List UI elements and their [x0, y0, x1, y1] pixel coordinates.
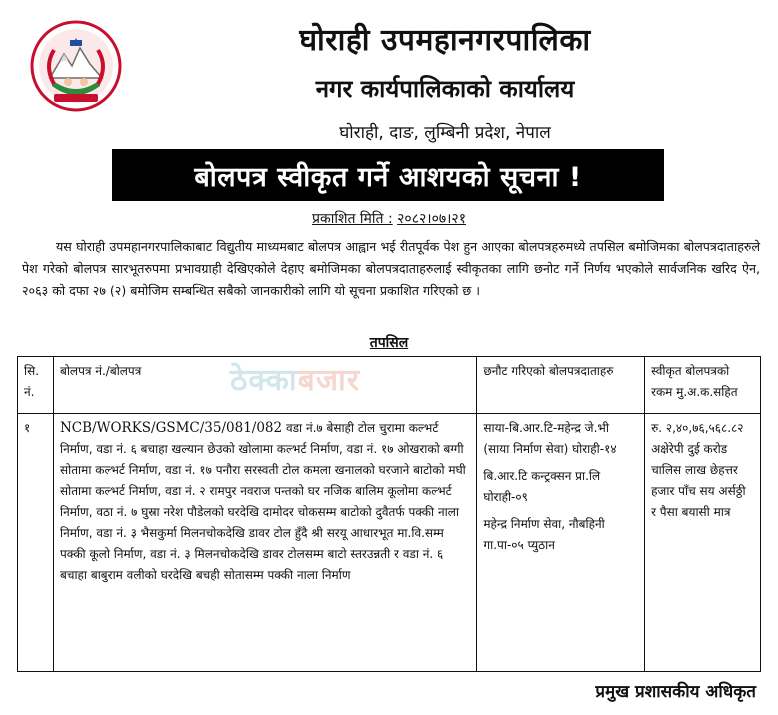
table-row [18, 414, 761, 672]
bid-details-table [17, 356, 761, 672]
table-header-row [18, 357, 761, 414]
header-approved-amount: स्वीकृत बोलपत्रको रकम मु.अ.क.सहित [645, 357, 761, 414]
details-heading: तपसिल [369, 335, 409, 351]
bid-number: NCB/WORKS/GSMC/35/081/082 [59, 420, 283, 436]
bidder-2: बि.आर.टि कन्ट्रक्सन प्रा.लि घोराही-०९ [483, 469, 601, 504]
bid-description: वडा नं.७ बेसाही टोल चुरामा कल्भर्ट निर्माण, वडा नं. ६ बचाहा खल्यान छेउको खोलामा कल्भर्ट निर्माण, वडा नं. १७ ओखराको बग्गी सोतामा कल्भर्ट निर्माण, वडा नं. १७ पनौरा सरस्वती टोल कमला खनालको घरजाने बाटोको मघी सोतामा कल्भर्ट निर्माण, वडा नं. २ रामपुर नवराज पन्तको घर नजिक बालिम कूलोमा कल्भर्ट निर्माण, वठा नं. ७ घुस्रा नरेश पौडेलको घरदेखि दामोदर चोकसम्म बाटोको दुवैतर्फ पक्की नाला निर्माण, वडा नं. ३ भैसकुर्मा मिलनचोकदेखि डावर टोल हुँदै श्री सरयू आधारभूत मा.वि.सम्म पक्की कूलो निर्माण, वडा नं. ३ मिलनचोकदेखि डावर टोलसम्म बाटो स्तरउन्नती र वडा नं. ६ बचाहा बाबुराम वलीको घरदेखि बचही सोतासम्म पक्की नाला निर्माण [59, 421, 466, 582]
published-date-line [0, 209, 778, 228]
cell-bid-description [53, 414, 476, 672]
notice-title-banner [112, 149, 664, 201]
header-selected-bidders: छनौट गरिएको बोलपत्रदाताहरु [477, 357, 645, 414]
cell-sn: १ [18, 414, 54, 672]
watermark-part1: ठेक्का [230, 363, 298, 398]
header-bid: बोलपत्र नं./बोलपत्र [53, 357, 476, 414]
bidder-1: साया-बि.आर.टि-महेन्द्र जे.भी (साया निर्माण सेवा) घोराही-१४ [483, 421, 617, 456]
published-label: प्रकाशित मिति : [311, 211, 393, 227]
published-date: २०८२।०७।२१ [397, 211, 466, 227]
watermark-part2: बजार [297, 363, 361, 398]
bidder-3: महेन्द्र निर्माण सेवा, नौबहिनी गा.पा-०५ प्युठान [483, 517, 605, 552]
notice-title: बोलपत्र स्वीकृत गर्ने आशयको सूचना ! [194, 161, 582, 193]
header-sn: सि. नं. [18, 357, 54, 414]
cell-selected-bidders [477, 414, 645, 672]
office-name: घोराही उपमहानगरपालिका [299, 23, 591, 58]
office-address: घोराही, दाङ, लुम्बिनी प्रदेश, नेपाल [339, 123, 551, 143]
office-subtitle: नगर कार्यपालिकाको कार्यालय [315, 75, 575, 103]
cell-approved-amount: रु. २,४०,७६,५६८.८२ अक्षेरेपी दुई करोड चालिस लाख छेहत्तर हजार पाँच सय अर्सठ्ठी र पैसा बयासी मात्र [645, 414, 761, 672]
nepal-emblem-icon [30, 20, 122, 112]
signatory-title: प्रमुख प्रशासकीय अधिकृत [595, 682, 756, 702]
notice-body-paragraph: यस घोराही उपमहानगरपालिकाबाट विद्युतीय माध्यमबाट बोलपत्र आह्वान भई रीतपूर्वक पेश हुन आएका बोलपत्रहरुमध्ये तपसिल बमोजिमका बोलपत्रदाताहरुले पेश गरेको बोलपत्र सारभूतरुपमा प्रभावग्राही देखिएकोले देहाए बमोजिमका बोलपत्रदाताहरुलाई स्वीकृतका लागि छनोट गर्ने निर्णय भएकोले सार्वजनिक खरिद ऐन, २०६३ को दफा २७ (२) बमोजिम सम्बन्धित सबैको जानकारीको लागि यो सूचना प्रकाशित गरिएको छ । [22, 239, 760, 298]
